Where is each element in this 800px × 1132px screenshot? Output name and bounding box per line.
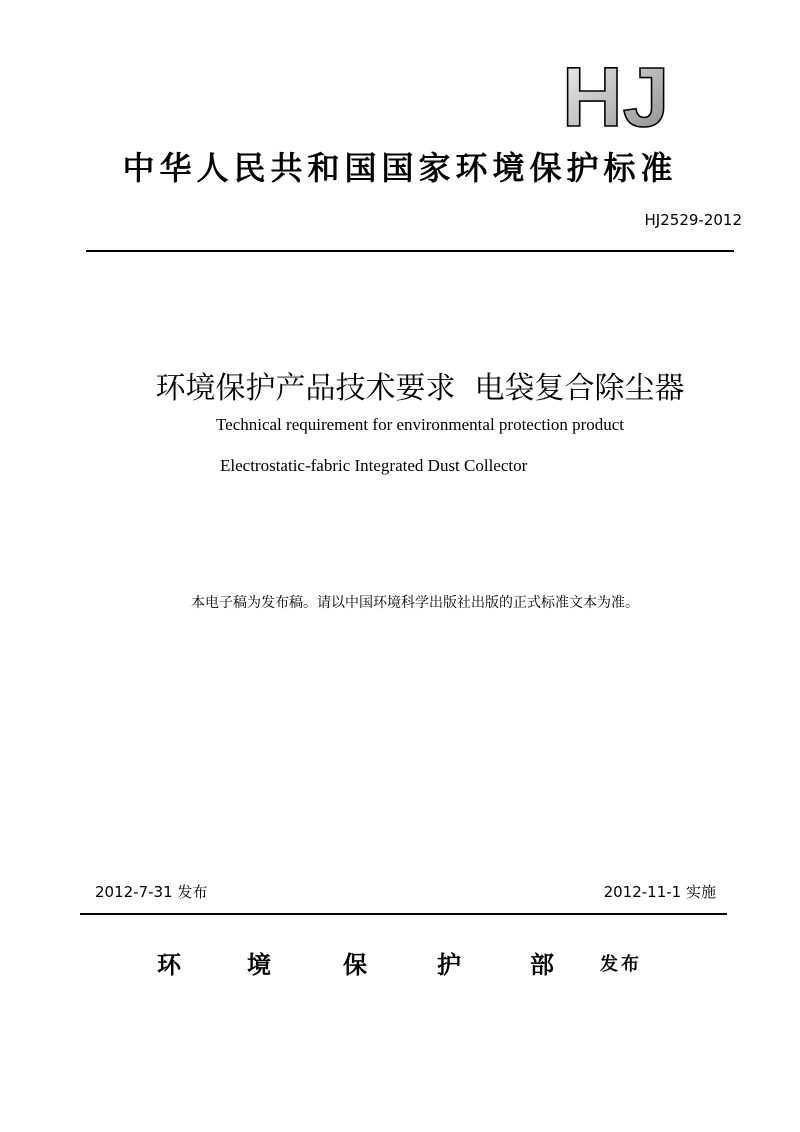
- issuer-char: 护: [437, 950, 461, 979]
- header-divider: [86, 250, 734, 252]
- title-chinese: 环境保护产品技术要求 电袋复合除尘器: [155, 371, 685, 406]
- issuer-char: 境: [247, 950, 271, 979]
- issuer-suffix: 发布: [600, 954, 642, 975]
- issue-date: 2012-7-31 发布: [95, 883, 208, 901]
- hj-logo-text: HJ: [562, 60, 670, 130]
- effective-date: 2012-11-1 实施: [603, 883, 716, 901]
- issuer-char: 保: [343, 950, 367, 979]
- issuer-char: 部: [530, 950, 554, 979]
- standard-code: HJ2529-2012: [644, 211, 742, 229]
- title-english-line2: Electrostatic-fabric Integrated Dust Collector: [220, 456, 528, 475]
- hj-logo: [560, 60, 695, 130]
- org-title: 中华人民共和国国家环境保护标准: [122, 149, 678, 187]
- title-english-line1: Technical requirement for environmental protection product: [215, 415, 625, 434]
- issuer-char: 环: [157, 950, 181, 979]
- footer-divider: [80, 913, 727, 915]
- draft-note: 本电子稿为发布稿。请以中国环境科学出版社出版的正式标准文本为准。: [191, 595, 639, 611]
